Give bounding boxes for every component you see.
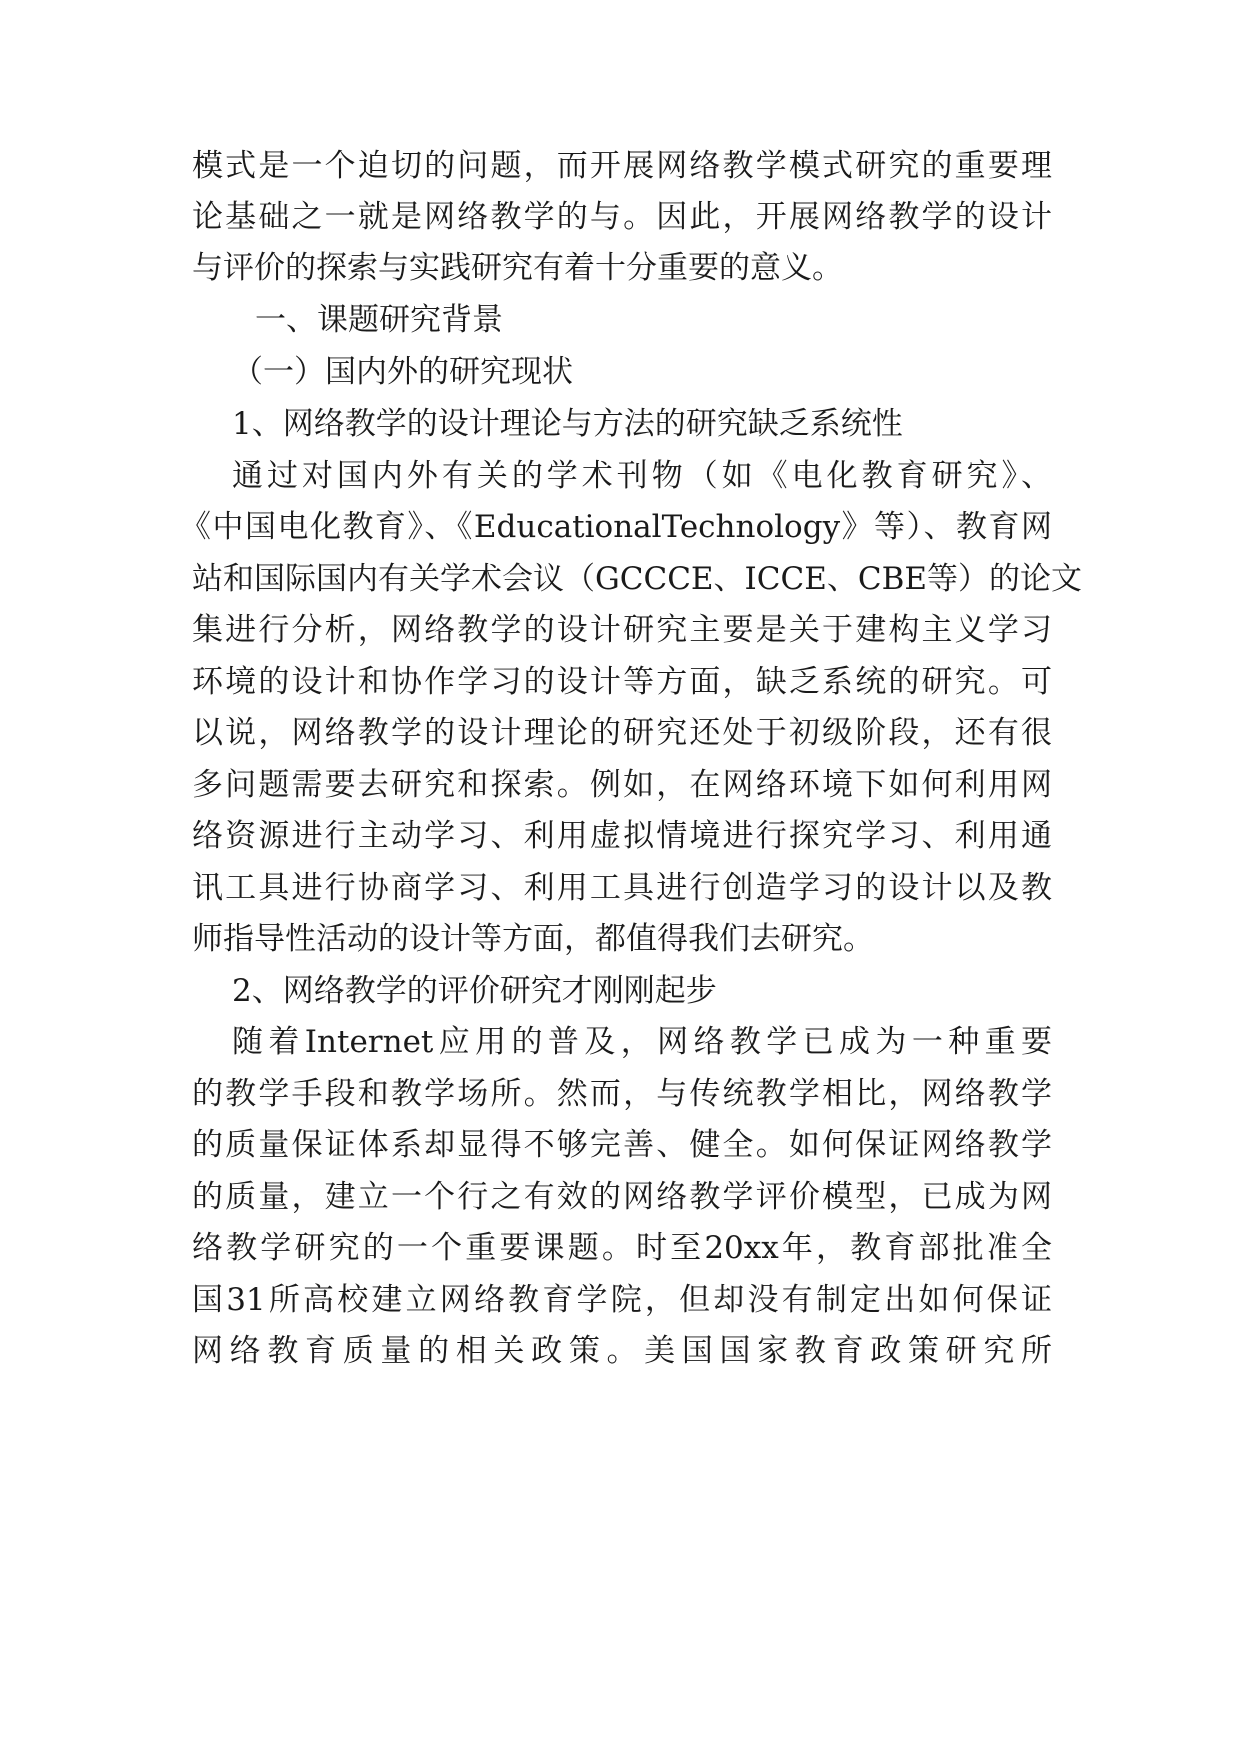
paragraph-line: 以说，网络教学的设计理论的研究还处于初级阶段，还有很 <box>192 715 1052 751</box>
subsection-heading: 1、网络教学的设计理论与方法的研究缺乏系统性 <box>232 406 903 442</box>
paragraph-line: 与评价的探索与实践研究有着十分重要的意义。 <box>192 250 843 286</box>
paragraph-line: 师指导性活动的设计等方面，都值得我们去研究。 <box>192 921 874 957</box>
subsection-heading: （一）国内外的研究现状 <box>232 354 573 390</box>
subsection-heading: 2、网络教学的评价研究才刚刚起步 <box>232 973 717 1009</box>
paragraph-line: 络资源进行主动学习、利用虚拟情境进行探究学习、利用通 <box>192 818 1052 854</box>
paragraph-line: 《中国电化教育》、《EducationalTechnology》等）、教育网 <box>180 509 1052 545</box>
section-heading: 一、课题研究背景 <box>255 302 503 338</box>
paragraph-line: 的质量，建立一个行之有效的网络教学评价模型，已成为网 <box>192 1179 1052 1215</box>
paragraph-line: 网络教育质量的相关政策。美国国家教育政策研究所 <box>192 1333 1052 1369</box>
paragraph-line: 通过对国内外有关的学术刊物（如《电化教育研究》、 <box>232 458 1052 494</box>
paragraph-line: 的质量保证体系却显得不够完善、健全。如何保证网络教学 <box>192 1127 1052 1163</box>
paragraph-line: 讯工具进行协商学习、利用工具进行创造学习的设计以及教 <box>192 870 1052 906</box>
paragraph-line: 集进行分析，网络教学的设计研究主要是关于建构主义学习 <box>192 612 1052 648</box>
paragraph-line: 模式是一个迫切的问题，而开展网络教学模式研究的重要理 <box>192 148 1052 184</box>
paragraph-line: 的教学手段和教学场所。然而，与传统教学相比，网络教学 <box>192 1076 1052 1112</box>
paragraph-line: 络教学研究的一个重要课题。时至20xx年，教育部批准全 <box>192 1230 1052 1266</box>
paragraph-line: 论基础之一就是网络教学的与。因此，开展网络教学的设计 <box>192 199 1052 235</box>
paragraph-line: 国31所高校建立网络教育学院，但却没有制定出如何保证 <box>192 1282 1052 1318</box>
paragraph-line: 随着Internet应用的普及，网络教学已成为一种重要 <box>232 1024 1052 1060</box>
paragraph-line: 多问题需要去研究和探索。例如，在网络环境下如何利用网 <box>192 767 1052 803</box>
paragraph-line: 站和国际国内有关学术会议（GCCCE、ICCE、CBE等）的论文 <box>192 561 1082 597</box>
paragraph-line: 环境的设计和协作学习的设计等方面，缺乏系统的研究。可 <box>192 664 1052 700</box>
